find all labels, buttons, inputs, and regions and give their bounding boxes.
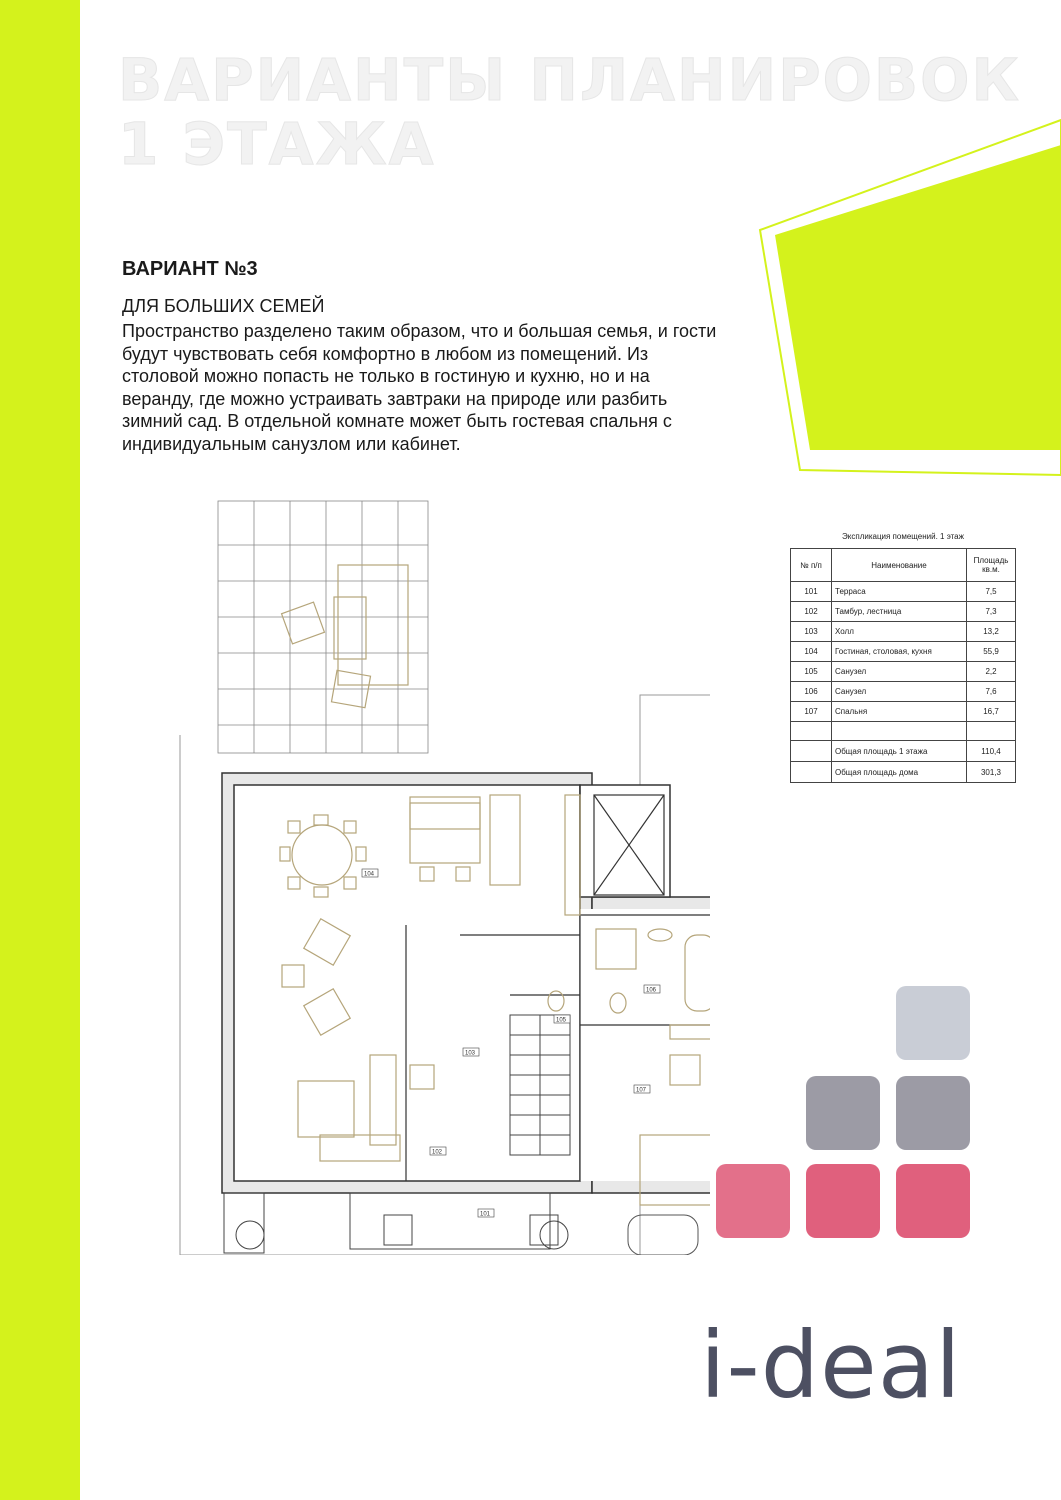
spacer-cell [832,722,967,741]
page-heading-line2: 1 ЭТАЖА [118,110,436,178]
floor-plan [170,495,710,1255]
row-area: 16,7 [967,702,1016,722]
spacer-cell [791,762,832,783]
brand-square-pink [806,1164,880,1238]
row-area: 13,2 [967,622,1016,642]
room-label-107: 107 [636,1087,647,1094]
table-row [791,702,1016,722]
row-num: 103 [791,622,832,642]
table-row [791,682,1016,702]
table-total-house-row [791,762,1016,783]
row-name: Санузел [832,682,967,702]
row-name: Санузел [832,662,967,682]
car-outline [628,1215,698,1255]
exterior-walls [222,773,710,1193]
row-name: Спальня [832,702,967,722]
row-area: 2,2 [967,662,1016,682]
brand-logo: i-deal [700,1312,962,1419]
spacer-cell [791,722,832,741]
row-area: 55,9 [967,642,1016,662]
row-name: Холл [832,622,967,642]
row-name: Гостиная, столовая, кухня [832,642,967,662]
col-header-area: Площадь кв.м. [967,549,1016,582]
total-floor-value: 110,4 [967,741,1016,762]
total-house-value: 301,3 [967,762,1016,783]
terrace-furniture [282,565,408,708]
row-area: 7,3 [967,602,1016,622]
variant-title: ВАРИАНТ №3 [122,258,258,280]
table-row [791,662,1016,682]
row-num: 101 [791,582,832,602]
table-header-row [791,549,1016,582]
row-area: 7,5 [967,582,1016,602]
page-heading-line1: ВАРИАНТЫ ПЛАНИРОВОК [118,46,1021,114]
table-row [791,642,1016,662]
col-header-name: Наименование [832,549,967,582]
brand-square-pink [716,1164,790,1238]
spacer-cell [967,722,1016,741]
spacer-cell [791,741,832,762]
total-house-label: Общая площадь дома [832,762,967,783]
brand-square-pink [896,1164,970,1238]
table-row [791,622,1016,642]
room-label-103: 103 [465,1050,476,1057]
room-label-106: 106 [646,987,657,994]
explication-caption: Экспликация помещений. 1 этаж [842,532,964,541]
row-num: 102 [791,602,832,622]
variant-description: Пространство разделено таким образом, что и большая семья, и гости будут чувствовать себя комфортно в любом из помещений. Из столовой можно попасть не только в гостиную и кухню, но и на веранду, где можно устраивать завтраки на природе или разбить зимний сад. В отдельной комнате может быть гостевая спальня с индивидуальным санузлом или кабинет. [122,321,717,454]
table-total-floor-row [791,741,1016,762]
table-row [791,602,1016,622]
row-num: 105 [791,662,832,682]
brand-square-light-gray [896,986,970,1060]
brand-square-gray [806,1076,880,1150]
room-label-102: 102 [432,1149,443,1156]
row-area: 7,6 [967,682,1016,702]
explication-table [790,548,1016,783]
row-name: Тамбур, лестница [832,602,967,622]
page-heading [118,48,1021,176]
table-row [791,582,1016,602]
variant-subtitle: ДЛЯ БОЛЬШИХ СЕМЕЙ [122,296,325,316]
entrance-steps [224,1193,568,1253]
row-num: 104 [791,642,832,662]
brand-square-gray [896,1076,970,1150]
row-name: Терраса [832,582,967,602]
room-label-101: 101 [480,1211,491,1218]
total-floor-label: Общая площадь 1 этажа [832,741,967,762]
room-label-105: 105 [556,1017,567,1024]
row-num: 107 [791,702,832,722]
room-label-104: 104 [364,871,375,878]
row-num: 106 [791,682,832,702]
table-spacer-row [791,722,1016,741]
col-header-num: № п/п [791,549,832,582]
